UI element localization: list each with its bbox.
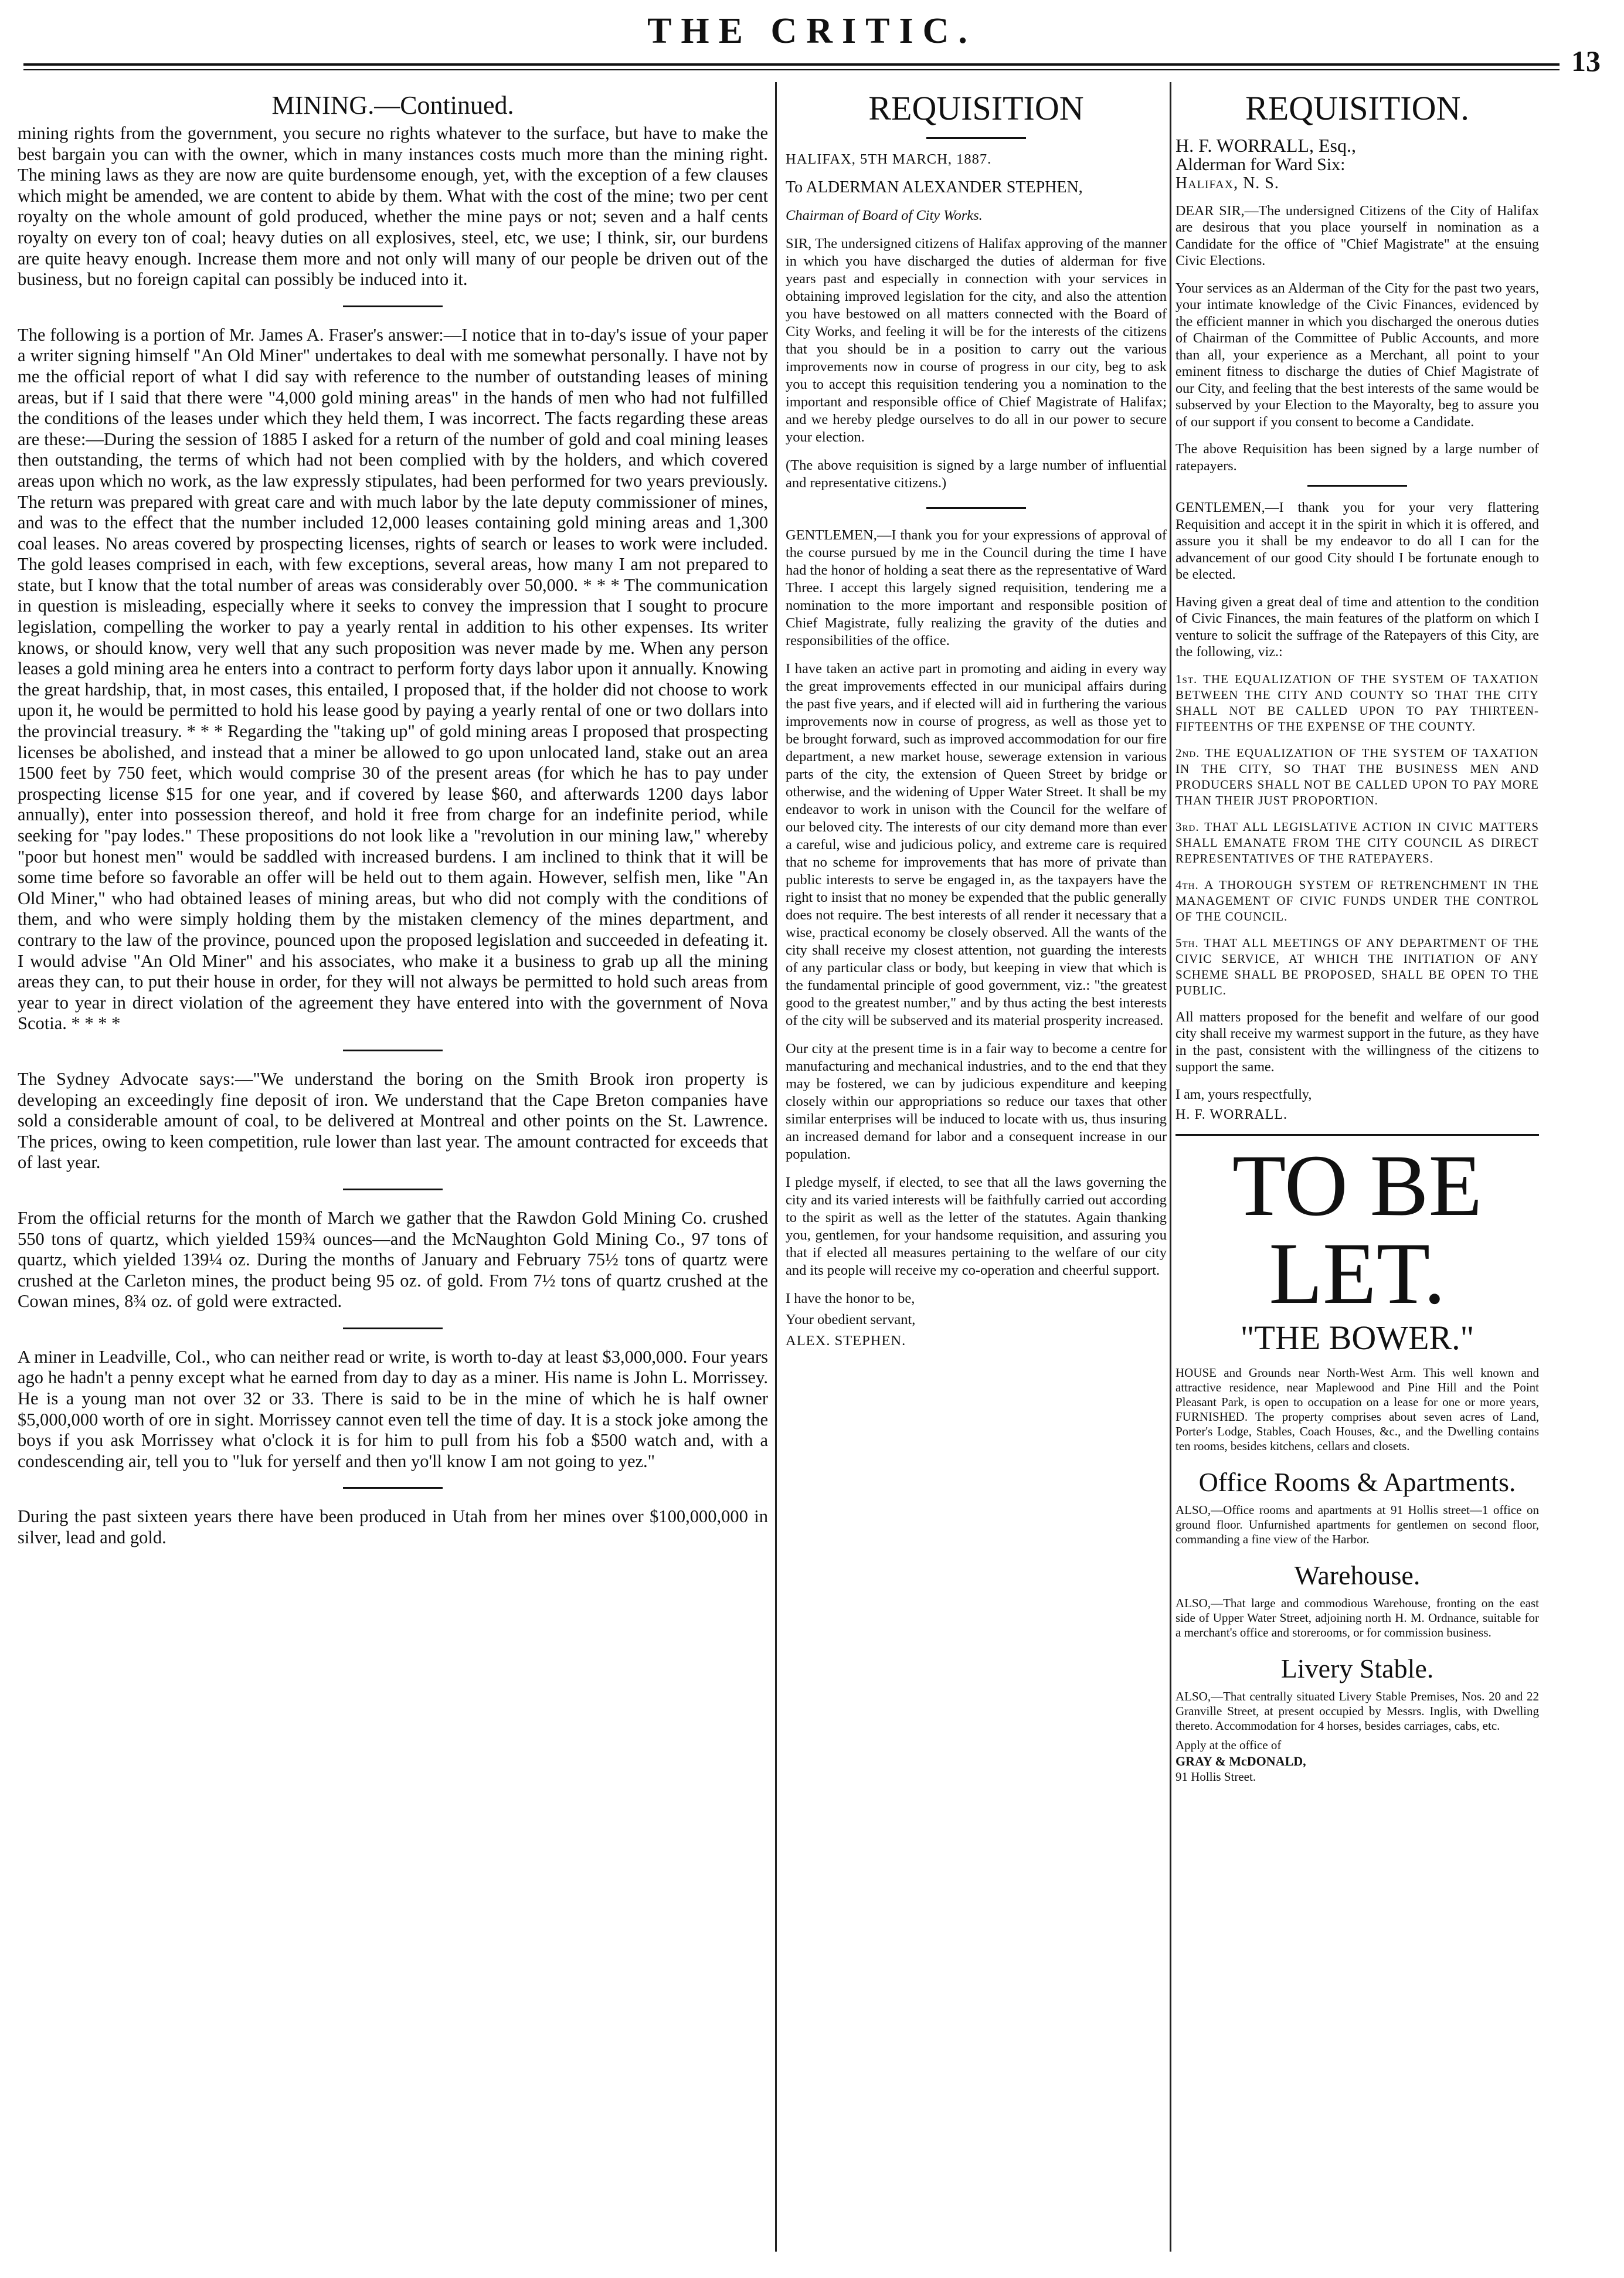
dateline: HALIFAX, 5TH MARCH, 1887. (786, 151, 992, 167)
separator (926, 507, 1026, 509)
separator (343, 1487, 443, 1489)
mining-paragraph: During the past sixteen years there have been produced in Utah from her mines over $100,000,000 in silver, lead and gold. (18, 1506, 768, 1548)
reply-paragraph: I pledge myself, if elected, to see that all the laws governing the city and its varied interests will be faithfully carried out according to the spirit as well as the letter of the statutes. Again thanking you, gentlemen, for your handsome requisition, and assuring you that if elected all measures pertaining to the welfare of our city and its people will receive my co-operation and cheerful support. (786, 1174, 1167, 1278)
closing: I am, yours respectfully, (1175, 1087, 1312, 1102)
mining-paragraph: The Sydney Advocate says:—"We understand the boring on the Smith Brook iron property is developing an exceedingly fine deposit of iron. We understand that the Cape Breton companies have sold a considerable amount of coal, to be delivered at Montreal and other points on the St. Lawrence. The prices, owing to keen competition, rule lower than last year. The amount contracted for exceeds that of last year. (18, 1068, 768, 1173)
worrall-requisition-heading: REQUISITION. (1245, 89, 1469, 127)
ad-rule (1175, 1134, 1539, 1136)
apply-line: Apply at the office of (1175, 1737, 1282, 1752)
to-be-let-heading: TO BE LET. (1232, 1136, 1483, 1322)
separator (926, 137, 1026, 139)
bower-heading: "THE BOWER." (1240, 1318, 1474, 1357)
masthead-rule-bottom (23, 69, 1560, 70)
bower-text: HOUSE and Grounds near North-West Arm. This well known and attractive residence, near Maplewood and Pine Hill and the Point Pleasant Park, is open to occupation on a lease for one or more years, FURNISHED. The property comprises about seven acres of Land, Porter's Lodge, Stables, Coach Houses, &c., and the Dwelling contains ten rooms, besides kitchens, cellars and closets. (1175, 1365, 1539, 1453)
addressee-role: Alderman for Ward Six: (1175, 154, 1346, 174)
closing-2: Your obedient servant, (786, 1312, 916, 1328)
separator (343, 1050, 443, 1051)
livery-stable-text: ALSO,—That centrally situated Livery Stable Premises, Nos. 20 and 22 Granville Street, at present occupied by Messrs. Inglis, with Dwelling thereto. Accommodation for 4 horses, besides carriages, cabs, etc. (1175, 1689, 1539, 1733)
warehouse-heading: Warehouse. (1294, 1560, 1421, 1590)
stephen-requisition-heading: REQUISITION (868, 89, 1084, 127)
column-divider-1 (775, 82, 777, 2252)
requisition-body: SIR, The undersigned citizens of Halifax approving of the manner in which you have discharged the duties of alderman for five years past and especially in connection with your services in obtaining improved legislation for the city, and also the attention you have bestowed on all matters connected with the Board of City Works, and feeling it will be for the interests of the citizens that you should be in a position to carry out the various improvements now in course of progress in our city, beg to ask you to accept this requisition tendering you a nomination to the important and responsible office of Chief Magistrate of Halifax; and we hereby pledge ourselves to do all in our power to secure your election. (786, 236, 1167, 445)
addressee-role: Chairman of Board of City Works. (786, 208, 983, 223)
mining-column (18, 88, 768, 1559)
livery-stable-heading: Livery Stable. (1280, 1653, 1434, 1683)
mining-paragraph: mining rights from the government, you secure no rights whatever to the surface, but have to make the best bargain you can with the owner, which in many instances costs much more than the mining right. The mining laws as they are now are quite burdensome enough, yet, with the exception of a few clauses which might be amended, we are content to abide by them. What with the cost of the mine; two per cent royalty on the whole amount of gold produced, whether the mine pays or not; seven and a half cents royalty on every ton of coal; heavy duties on all explosives, steel, etc, we use; I think, sir, our burdens are quite heavy enough. Increase them more and not only will many of our people be driven out of the business, but no foreign capital can possibly be induced into it. (18, 123, 768, 290)
reply-paragraph: Our city at the present time is in a fair way to become a centre for manufacturing and mechanical industries, and to the end that they may be fostered, we can by judicious expenditure and keeping closely within our appropriations so reduce our taxes that other similar enterprises will be induced to locate with us, thus insuring an increased demand for labor and a consequent increase in our population. (786, 1041, 1167, 1162)
office-rooms-text: ALSO,—Office rooms and apartments at 91 Hollis street—1 office on ground floor. Unfurnished apartments for gentlemen on second floor, commanding a fine view of the Harbor. (1175, 1502, 1539, 1546)
masthead (0, 0, 1624, 77)
office-rooms-heading: Office Rooms & Apartments. (1198, 1466, 1516, 1497)
requisition-note: (The above requisition is signed by a large number of influential and representative citizens.) (786, 457, 1167, 491)
page-number: 13 (1571, 45, 1601, 77)
stephen-requisition-column (786, 88, 1167, 1360)
reply-paragraph: GENTLEMEN,—I thank you for your expressions of approval of the course pursued by me in the Council during the time I have had the honor of holding a seat there as the representative of Ward Three. I accept this largely signed requisition, tendering me a nomination to the more important and responsible position of Chief Magistrate, fully realizing the gravity of the duties and responsibilities of the office. (786, 527, 1167, 649)
separator (343, 1189, 443, 1190)
worrall-requisition-column (1175, 88, 1539, 1795)
addressee-place: Halifax, N. S. (1175, 174, 1279, 192)
mining-paragraph: From the official returns for the month of March we gather that the Rawdon Gold Mining Co. crushed 550 tons of quartz, which yielded 159¾ ounces—and the McNaughton Gold Mining Co., 97 tons of quartz, which yielded 139¼ oz. During the months of January and February 75½ tons of quartz were crushed at the Carleton mines, the product being 95 oz. of gold. From 7½ tons of quartz crushed at the Cowan mines, 8¾ oz. of gold were extracted. (18, 1207, 768, 1312)
addressee: To ALDERMAN ALEXANDER STEPHEN, (786, 178, 1083, 196)
mining-paragraph: The following is a portion of Mr. James A. Fraser's answer:—I notice that in to-day's issue of your paper a writer signing himself "An Old Miner" undertakes to deal with me somewhat personally. I have not by me the official report of what I did say with reference to the number of outstanding leases of mining areas, but if I said that there were "4,000 gold mining areas" in the hands of men who had not fulfilled the conditions of the leases under which they held them, I was incorrect. The facts regarding these areas are these:—During the session of 1885 I asked for a return of the number of gold and coal mining leases then outstanding, the terms of which had not been complied with by the holders, and which covered areas upon which no work, as the law expressly stipulates, had been performed for two years previously. The return was prepared with great care and with much labor by the late deputy commissioner of mines, and was to the effect that the number included 12,000 leases containing gold mining areas and 1,300 coal leases. No areas covered by prospecting licenses, rights of search or leases to work were included. The gold leases comprised in each, with few exceptions, several areas, how many I am not prepared to state, but I know that the total number of areas was considerably over 50,000. * * * The communication in question is misleading, especially where it seeks to convey the impression that I sought to procure legislation, compelling the worker to pay a yearly rental in addition to his other expenses. Its writer knows, or should know, very well that any such proposition was never made by me. When any person leases a gold mining area he enters into a contract to perform forty days labor upon it annually. Knowing the great hardship, that, in most cases, this entailed, I proposed that, if the holder did not choose to work upon it, he would be permitted to hold his lease good by paying a yearly rental of one or two dollars into the provincial treasury. * * * Regarding the "taking up" of gold mining areas I proposed that prospecting licenses be abolished, and instead that a miner be allowed to go upon unlocated land, stake out an area 1500 feet by 750 feet, which would comprise 30 of the present areas (for which he has to pay under prospecting license $15 for one year, and if covered by lease $60, and afterwards 1200 days labor annually), enter into possession thereof, and hold it free from charge for an indefinite period, while seeking for "pay lodes." These propositions do not look like a "revolution in our mining law," whereby "poor but honest men" would be saddled with increased burdens. I am inclined to think that it will be some time before so favorable an offer will be held out to them again. However, selfish men, like "An Old Miner," who had obtained leases of mining areas, but who did not comply with the conditions of them, and who were simply holding them by the mistaken clemency of the mines department, and contrary to the law of the province, pounced upon the proposed legislation and succeeded in defeating it. I would advise "An Old Miner" and his associates, who make it a business to grab up all the mining areas they can, to put their house in order, for they will not always be permitted to hold such areas from year to year in direct violation of the agreement they have entered into with the government of Nova Scotia. * * * * (18, 324, 768, 1034)
newspaper-title: THE CRITIC. (647, 11, 977, 51)
reply-paragraph: GENTLEMEN,—I thank you for your very flattering Requisition and accept it in the spirit in which it is offered, and assure you it shall be my endeavor to do all I can for the advancement of our good City should I be fortunate enough to be elected. (1175, 500, 1539, 582)
platform-item: 1st. THE EQUALIZATION OF THE SYSTEM OF TAXATION BETWEEN THE CITY AND COUNTY SO THAT THE CITY SHALL NOT BE CALLED UPON TO PAY THIRTEEN-FIFTEENTHS OF THE EXPENSE OF THE COUNTY. (1175, 671, 1539, 734)
platform-item: 4th. A THOROUGH SYSTEM OF RETRENCHMENT IN THE MANAGEMENT OF CIVIC FUNDS UNDER THE CONTROL OF THE COUNCIL. (1175, 877, 1539, 924)
separator (1307, 485, 1407, 487)
column-divider-2 (1170, 82, 1171, 2252)
platform-item: 5th. THAT ALL MEETINGS OF ANY DEPARTMENT OF THE CIVIC SERVICE, AT WHICH THE INITIATION OF ANY SCHEME SHALL BE PROPOSED, SHALL BE OPEN TO THE PUBLIC. (1175, 935, 1539, 997)
reply-paragraph: Having given a great deal of time and attention to the condition of Civic Finances, the main features of the platform on which I venture to solicit the suffrage of the Ratepayers of this City, are the following, viz.: (1175, 594, 1539, 660)
masthead-rule-top (23, 63, 1560, 66)
separator (343, 1328, 443, 1329)
requisition-body: DEAR SIR,—The undersigned Citizens of the City of Halifax are desirous that you place yourself in nomination as a Candidate for the office of "Chief Magistrate" at the ensuing Civic Elections. (1175, 203, 1539, 269)
closing: I have the honor to be, (786, 1291, 915, 1306)
separator (343, 305, 443, 307)
mining-heading: MINING.—Continued. (271, 91, 514, 120)
mining-paragraph: A miner in Leadville, Col., who can neither read or write, is worth to-day at least $3,000,000. Four years ago he hadn't a penny except what he earned from day to day as a miner. His name is John L. Morrissey. He is a young man not over 32 or 33. There is said to be in the mine of which he is half owner $5,000,000 worth of ore in sight. Morrissey cannot even tell the time of day. It is a stock joke among the boys if you ask Morrissey what o'clock it is for him to pull from his fob a $500 watch and, with a condescending air, tell you to "luk for yerself and then yo'll know I am not going to yez." (18, 1346, 768, 1471)
platform-item: 3rd. THAT ALL LEGISLATIVE ACTION IN CIVIC MATTERS SHALL EMANATE FROM THE CITY COUNCIL AS DIRECT REPRESENTATIVES OF THE RATEPAYERS. (1175, 819, 1539, 865)
warehouse-text: ALSO,—That large and commodious Warehouse, fronting on the east side of Upper Water Street, adjoining north H. M. Ordnance, suitable for a merchant's office and storerooms, or for commission business. (1175, 1595, 1539, 1639)
firm-address: 91 Hollis Street. (1175, 1769, 1256, 1784)
signature: ALEX. STEPHEN. (786, 1333, 906, 1349)
closing-paragraph: All matters proposed for the benefit and welfare of our good city shall receive my warmest support in the future, as they have in the past, consistent with the willingness of the citizens to support the same. (1175, 1009, 1539, 1075)
addressee: H. F. WORRALL, Esq., (1175, 135, 1356, 156)
requisition-body: The above Requisition has been signed by a large number of ratepayers. (1175, 442, 1539, 474)
platform-item: 2nd. THE EQUALIZATION OF THE SYSTEM OF TAXATION IN THE CITY, SO THAT THE BUSINESS MEN AND PRODUCERS SHALL NOT BE CALLED UPON TO PAY MORE THAN THEIR JUST PROPORTION. (1175, 745, 1539, 807)
signature: H. F. WORRALL. (1175, 1107, 1287, 1122)
reply-paragraph: I have taken an active part in promoting and aiding in every way the great improvements effected in our municipal affairs during the past five years, and if elected will aid in furthering the various improvements now in course of progress, as well as those yet to be brought forward, such as improved accommodation for our fire department, a new market house, sewerage extension in various parts of the city, the extension of Queen Street by bridge or otherwise, and the widening of Upper Water Street. It shall be my endeavor to work in unison with the Council for the welfare of our beloved city. The interests of our city demand more than ever a careful, wise and judicious policy, and extreme care is required that no scheme for improvements that has more of private than public interests to serve be engaged in, as the taxpayers have the right to insist that no money be expended that the public generally does not require. The best interests of all render it necessary that a wise, practical economy be closely observed. All the wants of the city shall receive my closest attention, not guarding the interests of any particular class or body, but keeping in view that which is the fundamental principle of good government, viz.: "the greatest good to the greatest number," and by thus acting the best interests of the city will be subserved and its material prosperity increased. (786, 661, 1167, 1028)
firm-name: GRAY & McDONALD, (1175, 1753, 1306, 1768)
requisition-body: Your services as an Alderman of the City for the past two years, your intimate knowledge of the Civic Finances, evidenced by the efficient manner in which you discharged the onerous duties of Chairman of the Committee of Public Accounts, and more than all, your experience as a Merchant, all point to your eminent fitness to discharge the duties of Chief Magistrate of our City, and feeling that the best interests of the same would be subserved by your Election to the Mayoralty, beg to assure you of our support if you consent to become a Candidate. (1175, 280, 1539, 430)
